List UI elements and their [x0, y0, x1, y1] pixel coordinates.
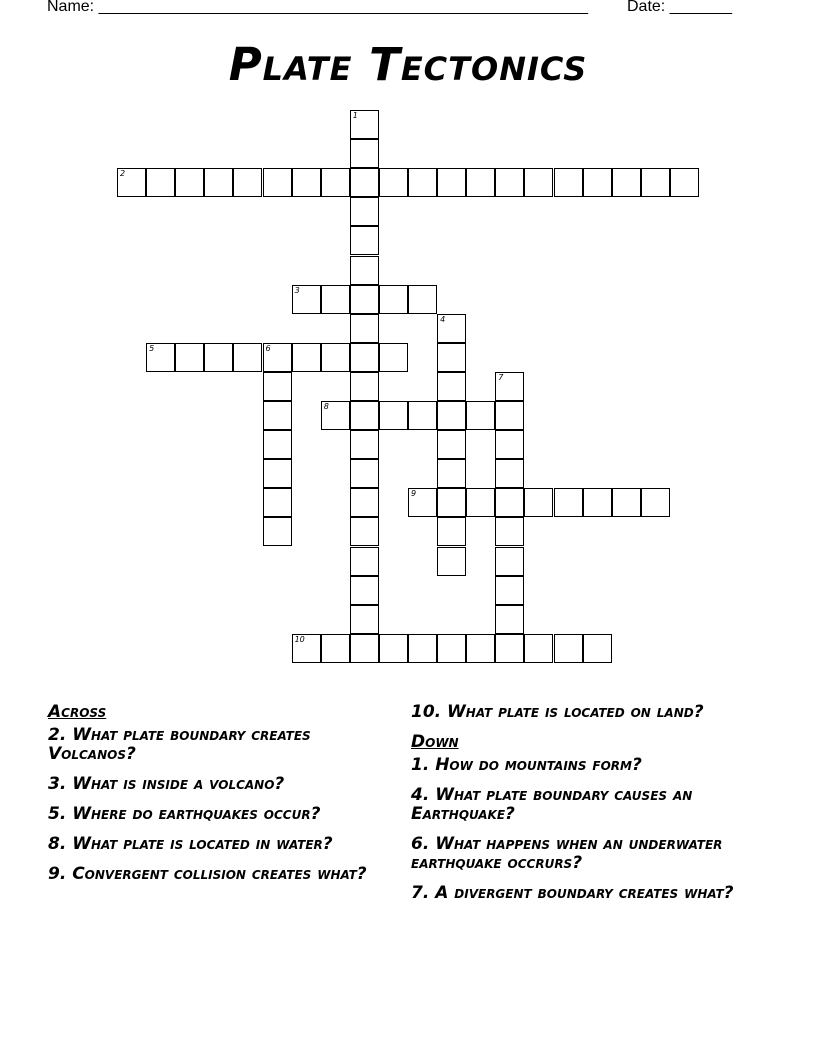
- grid-cell[interactable]: [437, 634, 466, 663]
- grid-cell[interactable]: [583, 488, 612, 517]
- grid-cell[interactable]: [437, 488, 466, 517]
- grid-cell[interactable]: [554, 488, 583, 517]
- grid-cell[interactable]: [350, 314, 379, 343]
- grid-cell[interactable]: [175, 168, 204, 197]
- grid-cell[interactable]: [495, 430, 524, 459]
- grid-cell[interactable]: [466, 634, 495, 663]
- grid-cell[interactable]: [263, 372, 292, 401]
- grid-cell[interactable]: [350, 285, 379, 314]
- name-field[interactable]: Name: _______________________________________________________: [47, 0, 588, 15]
- clue-number: 2: [120, 169, 126, 179]
- down-clue: 7. A divergent boundary creates what?: [411, 883, 734, 903]
- down-clue: 6. What happens when an underwater earthquake occrurs?: [411, 834, 723, 873]
- grid-cell[interactable]: [437, 517, 466, 546]
- grid-cell[interactable]: [379, 168, 408, 197]
- grid-cell[interactable]: [350, 576, 379, 605]
- grid-cell[interactable]: [379, 634, 408, 663]
- grid-cell[interactable]: [466, 488, 495, 517]
- grid-cell[interactable]: [263, 401, 292, 430]
- clue-number: 10: [294, 634, 305, 644]
- grid-cell[interactable]: [495, 605, 524, 634]
- grid-cell[interactable]: [612, 168, 641, 197]
- grid-cell[interactable]: [408, 488, 437, 517]
- grid-cell[interactable]: [350, 634, 379, 663]
- grid-cell[interactable]: [233, 168, 262, 197]
- grid-cell[interactable]: [437, 168, 466, 197]
- grid-cell[interactable]: [495, 168, 524, 197]
- grid-cell[interactable]: [350, 197, 379, 226]
- across-clue: 10. What plate is located on land?: [411, 702, 704, 722]
- grid-cell[interactable]: [292, 343, 321, 372]
- grid-cell[interactable]: [117, 168, 146, 197]
- grid-cell[interactable]: [641, 488, 670, 517]
- grid-cell[interactable]: [350, 226, 379, 255]
- grid-cell[interactable]: [583, 168, 612, 197]
- grid-cell[interactable]: [495, 372, 524, 401]
- grid-cell[interactable]: [437, 343, 466, 372]
- grid-cell[interactable]: [437, 547, 466, 576]
- grid-cell[interactable]: [408, 285, 437, 314]
- clue-number: 6: [265, 343, 271, 353]
- grid-cell[interactable]: [524, 168, 553, 197]
- grid-cell[interactable]: [233, 343, 262, 372]
- grid-cell[interactable]: [263, 343, 292, 372]
- grid-cell[interactable]: [408, 168, 437, 197]
- grid-cell[interactable]: [321, 634, 350, 663]
- grid-cell[interactable]: [583, 634, 612, 663]
- grid-cell[interactable]: [350, 401, 379, 430]
- grid-cell[interactable]: [612, 488, 641, 517]
- grid-cell[interactable]: [321, 285, 350, 314]
- clue-number: 5: [149, 343, 155, 353]
- clue-number: 4: [440, 314, 446, 324]
- clue-number: 9: [411, 489, 417, 499]
- grid-cell[interactable]: [350, 459, 379, 488]
- grid-cell[interactable]: [437, 372, 466, 401]
- grid-cell[interactable]: [350, 168, 379, 197]
- grid-cell[interactable]: [437, 401, 466, 430]
- grid-cell[interactable]: [204, 168, 233, 197]
- grid-cell[interactable]: [524, 488, 553, 517]
- grid-cell[interactable]: [204, 343, 233, 372]
- grid-cell[interactable]: [350, 139, 379, 168]
- grid-cell[interactable]: [641, 168, 670, 197]
- grid-cell[interactable]: [495, 517, 524, 546]
- grid-cell[interactable]: [437, 430, 466, 459]
- clue-number: 7: [498, 372, 504, 382]
- across-clue: 8. What plate is located in water?: [48, 834, 333, 854]
- grid-cell[interactable]: [263, 459, 292, 488]
- grid-cell[interactable]: [263, 430, 292, 459]
- grid-cell[interactable]: [350, 256, 379, 285]
- grid-cell[interactable]: [408, 401, 437, 430]
- grid-cell[interactable]: [292, 634, 321, 663]
- grid-cell[interactable]: [379, 343, 408, 372]
- grid-cell[interactable]: [495, 634, 524, 663]
- grid-cell[interactable]: [263, 488, 292, 517]
- grid-cell[interactable]: [146, 343, 175, 372]
- grid-cell[interactable]: [437, 314, 466, 343]
- grid-cell[interactable]: [524, 634, 553, 663]
- grid-cell[interactable]: [554, 634, 583, 663]
- clues-left-column: [48, 703, 378, 895]
- grid-cell[interactable]: [495, 488, 524, 517]
- grid-cell[interactable]: [437, 459, 466, 488]
- down-clue: 1. How do mountains form?: [411, 755, 642, 775]
- grid-cell[interactable]: [263, 168, 292, 197]
- grid-cell[interactable]: [408, 634, 437, 663]
- down-heading: Down: [411, 732, 459, 752]
- grid-cell[interactable]: [495, 547, 524, 576]
- page-title: Plate Tectonics: [228, 38, 588, 91]
- clue-number: 3: [294, 285, 300, 295]
- grid-cell[interactable]: [146, 168, 175, 197]
- grid-cell[interactable]: [495, 459, 524, 488]
- date-field[interactable]: Date: _______: [627, 0, 732, 15]
- grid-cell[interactable]: [350, 372, 379, 401]
- grid-cell[interactable]: [350, 343, 379, 372]
- grid-cell[interactable]: [321, 343, 350, 372]
- down-clue: 4. What plate boundary causes an Earthquake?: [411, 785, 693, 824]
- grid-cell[interactable]: [321, 401, 350, 430]
- clues-right-column: [411, 703, 761, 914]
- grid-cell[interactable]: [350, 605, 379, 634]
- clue-number: 1: [352, 111, 358, 120]
- grid-cell[interactable]: [263, 517, 292, 546]
- grid-cell[interactable]: [379, 401, 408, 430]
- grid-cell[interactable]: [350, 547, 379, 576]
- grid-cell[interactable]: [175, 343, 204, 372]
- grid-cell[interactable]: [350, 488, 379, 517]
- grid-cell[interactable]: [379, 285, 408, 314]
- grid-cell[interactable]: [670, 168, 699, 197]
- grid-cell[interactable]: [554, 168, 583, 197]
- across-clue: 9. Convergent collision creates what?: [48, 864, 367, 884]
- grid-cell[interactable]: [466, 168, 495, 197]
- across-clue: 2. What plate boundary creates Volcanos?: [48, 725, 311, 764]
- grid-cell[interactable]: [495, 576, 524, 605]
- grid-cell[interactable]: [292, 168, 321, 197]
- across-clue: 3. What is inside a volcano?: [48, 774, 285, 794]
- grid-cell[interactable]: [350, 517, 379, 546]
- clue-number: 8: [323, 402, 329, 411]
- grid-cell[interactable]: [292, 285, 321, 314]
- across-heading: Across: [48, 702, 107, 722]
- grid-cell[interactable]: [350, 110, 379, 139]
- across-clue: 5. Where do earthquakes occur?: [48, 804, 321, 824]
- grid-cell[interactable]: [495, 401, 524, 430]
- grid-cell[interactable]: [466, 401, 495, 430]
- grid-cell[interactable]: [321, 168, 350, 197]
- grid-cell[interactable]: [350, 430, 379, 459]
